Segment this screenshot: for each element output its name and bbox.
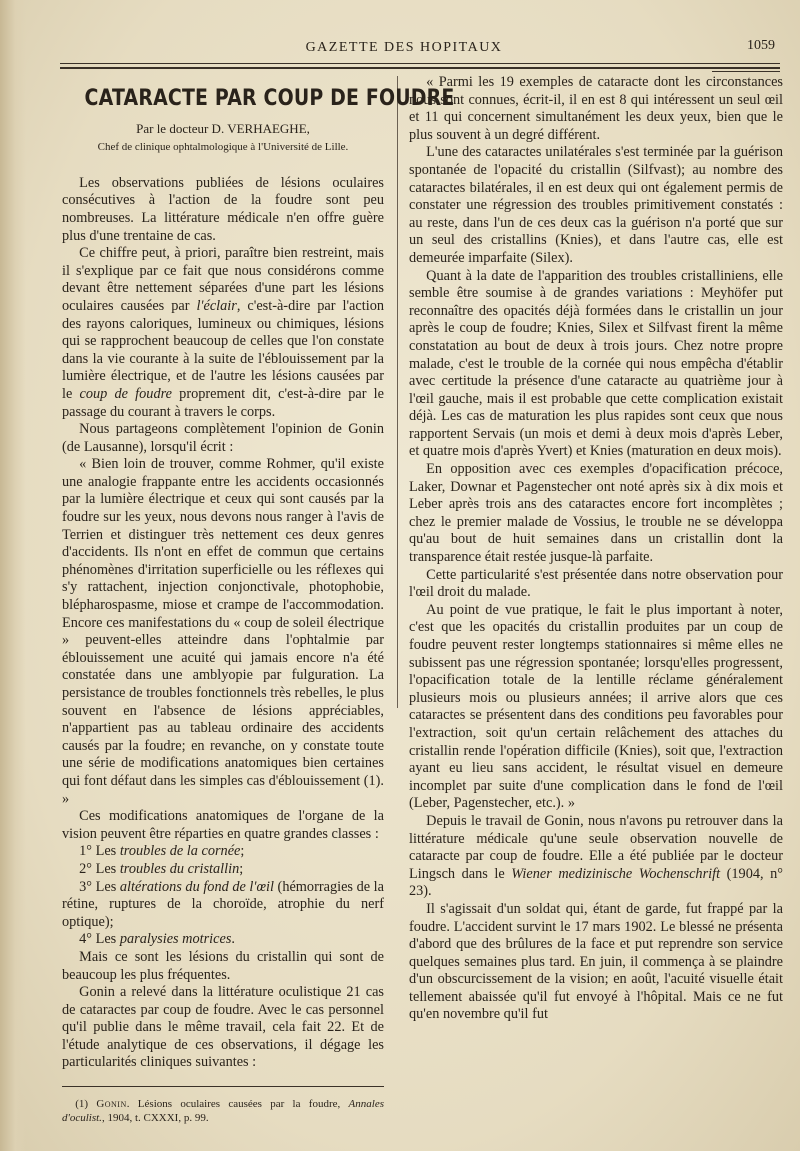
page-number: 1059 — [747, 38, 775, 53]
list-item: 3° Les altérations du fond de l'œil (hémorragies de la rétine, ruptures de la choroïde, atrophie du nerf optique); — [62, 878, 384, 930]
paragraph: Les observations publiées de lésions oculaires consécutives à l'action de la foudre sont peu nombreuses. La littérature médicale n'en offre guère plus d'une trentaine de cas. — [62, 174, 384, 244]
header-rule-thin — [60, 63, 780, 64]
header-rule-short — [712, 71, 780, 72]
footnote: (1) Gonin. Lésions oculaires causées par la foudre, Annales d'oculist., 1904, t. CXXXI, p. 99. — [62, 1098, 384, 1125]
paragraph: Ce chiffre peut, à priori, paraître bien restreint, mais il s'explique par ce fait que nous considérons comme devant être nettement séparées d'une part les lésions oculaires causées par l'éclair, c'est-à-dire par l'action des rayons caloriques, lumineux ou chimiques, lésions qui se rapprochent beaucoup de celles que l'on constate dans la vie courante à la suite de l'éblouissement par la lumière électrique, et de l'autre les lésions causées par le coup de foudre proprement dit, c'est-à-dire par le passage du courant à travers le corps. — [62, 245, 384, 420]
paragraph: Quant à la date de l'apparition des troubles cristalliniens, elle semble être soumise à de grandes variations : Meyhöfer put reconnaître des opacités déjà formées dans le cristallin un jour après le coup de foudre; Knies, Silex et Silfvast firent la même constatation au bout de deux à trois jours. Chez notre propre malade, c'est le trouble de la cornée qui nous empêcha d'établir avec certitude la présence d'une cataracte au quatrième jour à l'œil gauche, mais il est probable que cette complication existait déjà. Les cas de maturation les plus rapides sont ceux que nous rapportent Servais (un mois et demi à deux mois d'après Leber, et quatre mois d'après Yvert) et Knies (maturation en deux mois). — [409, 267, 783, 460]
article-byline: Par le docteur D. VERHAEGHE, — [136, 120, 310, 136]
paragraph: Gonin a relevé dans la littérature oculistique 21 cas de cataractes par coup de foudre. Avec le cas personnel qu'il publie dans le même travail, cela fait 22. Et de l'étude analytique de ces observations, il dégage les particularités cliniques suivantes : — [62, 984, 384, 1071]
paragraph: Il s'agissait d'un soldat qui, étant de garde, fut frappé par la foudre. L'accident survint le 17 mars 1902. Le blessé ne présenta d'abord que des brûlures de la face et put reprendre son service quelques semaines plus tard. En juin, il commença à se plaindre d'un obscurcissement de la vision; en août, l'acuité visuelle était tellement abaissée qu'il fut envoyé à l'hôpital. Mais ce ne fut qu'en novembre qu'il fut — [409, 900, 783, 1023]
paragraph: Mais ce sont les lésions du cristallin qui sont de beaucoup les plus fréquentes. — [62, 948, 384, 983]
paragraph: Cette particularité s'est présentée dans notre observation pour l'œil droit du malade. — [409, 566, 783, 601]
paragraph: Depuis le travail de Gonin, nous n'avons pu retrouver dans la littérature médicale qu'une seule observation nouvelle de cataracte par coup de foudre. Elle a été publiée par le docteur Lingsch dans le Wiener medizinische Wochenschrift (1904, n° 23). — [409, 812, 783, 900]
quote-paragraph: « Parmi les 19 exemples de cataracte dont les circonstances nous sont connues, écrit-il, il en est 8 qui intéressent un seul œil et 11 qui concernent simultanément les deux yeux, bien que le plus souvent à un degré différent. — [409, 74, 783, 143]
list-item: 4° Les paralysies motrices. — [79, 931, 235, 948]
list-item: 2° Les troubles du cristallin; — [79, 860, 244, 877]
journal-header: GAZETTE DES HOPITAUX — [305, 40, 503, 55]
list-item: 1° Les troubles de la cornée; — [79, 843, 245, 860]
header-rule-thick — [60, 67, 780, 69]
footnote-rule — [62, 1086, 384, 1087]
paragraph: Nous partageons complètement l'opinion de Gonin (de Lausanne), lorsqu'il écrit : — [62, 421, 384, 455]
article-title: CATARACTE PAR COUP DE FOUDRE — [84, 86, 455, 111]
author-affiliation: Chef de clinique ophtalmologique à l'Université de Lille. — [97, 141, 349, 154]
column-divider — [397, 76, 398, 708]
paragraph: Au point de vue pratique, le fait le plus important à noter, c'est que les opacités du cristallin produites par un coup de foudre peuvent rester longtemps stationnaires si même elles ne subissent pas une régression spontanée; lorsqu'elles progressent, l'opacification totale de la lentille réclame généralement plusieurs mois ou plusieurs années; il arrive alors que ces cataractes se présentent dans des conditions peu favorables pour l'extraction, soit qu'un certain relâchement des attaches du cristallin rende l'opération difficile (Knies), soit que, l'extraction ayant eu lieu sans accident, le résultat visuel en demeure incomplet par suite d'une complication dans le fond de l'œil (Leber, Pagenstecher, etc.). » — [409, 601, 783, 812]
quote-paragraph: « Bien loin de trouver, comme Rohmer, qu'il existe une analogie frappante entre les accidents occasionnés par la lumière électrique et ceux qui sont causés par la foudre sur les yeux, nous devons nous ranger à l'avis de Terrien et distinguer très nettement ces deux genres d'accidents. Ils n'ont en effet de commun que certains phénomènes d'irritation superficielle ou les réflexes qui s'y rattachent, injection conjonctivale, photophobie, blépharospasme, miose et crampe de l'accommodation. Encore ces manifestations du « coup de soleil électrique » peuvent-elles atteindre dans l'ophtalmie par éblouissement une acuité qui jamais encore n'a été constatée dans une amblyopie par fulguration. La persistance de troubles fonctionnels très rebelles, le plus souvent en l'absence de lésions appréciables, n'appartient pas au tableau ordinaire des accidents causés par la foudre; en revanche, on y constate toute une série de modifications anatomiques bien certaines qui font défaut dans les simples cas d'éblouissement (1). » — [62, 456, 384, 807]
page-binding-shadow — [0, 0, 26, 1151]
paragraph: L'une des cataractes unilatérales s'est terminée par la guérison spontanée de l'opacité du cristallin (Silfvast); au nombre des cataractes bilatérales, il en est deux qui ont également permis de constater une régression des troubles primitivement constatés : au reste, dans l'un de ces deux cas la guérison n'a porté que sur un seul des cristallins (Knies), et dans l'autre cas, elle est demeurée imparfaite (Silex). — [409, 144, 783, 266]
right-column — [409, 74, 783, 1024]
paragraph: En opposition avec ces exemples d'opacification précoce, Laker, Downar et Pagenstecher ont noté après six à dix mois et Leber après trois ans des cataractes encore fort incomplètes ; chez le premier malade de Vossius, le trouble ne se développa qu'au bout de huit semaines dans un cristallin dont la transparence était restée jusque-là parfaite. — [409, 461, 783, 566]
left-column — [62, 86, 455, 1125]
paragraph: Ces modifications anatomiques de l'organe de la vision peuvent être réparties en quatre grandes classes : — [62, 808, 384, 842]
